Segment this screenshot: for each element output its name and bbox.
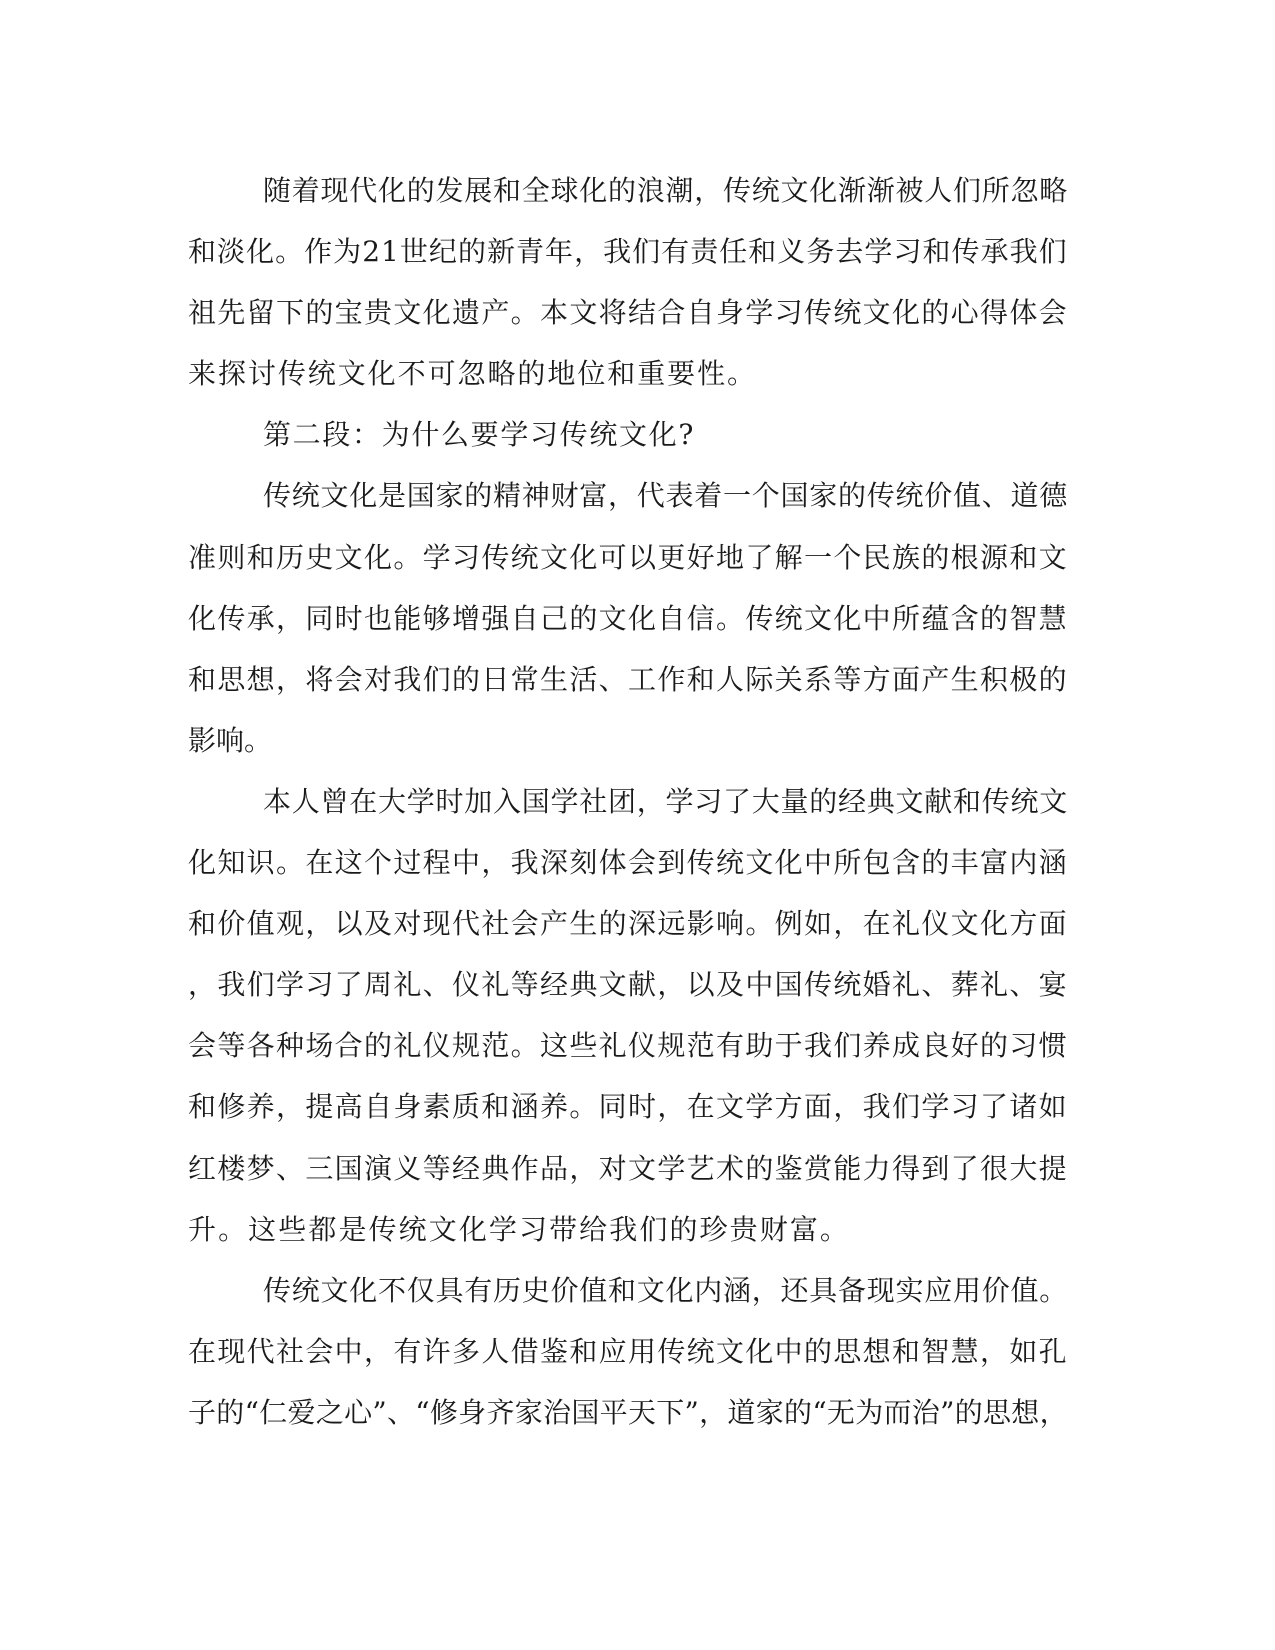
text-line: 化传承，同时也能够增强自己的文化自信。传统文化中所蕴含的智慧 — [188, 601, 1069, 635]
text-line: 会等各种场合的礼仪规范。这些礼仪规范有助于我们养成良好的习惯 — [188, 1029, 1069, 1063]
text-line: 传统文化是国家的精神财富，代表着一个国家的传统价值、道德 — [263, 479, 1069, 513]
text-line: 来探讨传统文化不可忽略的地位和重要性。 — [188, 357, 758, 391]
text-line: 红楼梦、三国演义等经典作品，对文学艺术的鉴赏能力得到了很大提 — [188, 1151, 1069, 1185]
text-line: 和思想，将会对我们的日常生活、工作和人际关系等方面产生积极的 — [188, 662, 1069, 696]
text-line: ，我们学习了周礼、仪礼等经典文献，以及中国传统婚礼、葬礼、宴 — [188, 968, 1069, 1002]
text-line: 和淡化。作为21世纪的新青年，我们有责任和义务去学习和传承我们 — [188, 235, 1068, 269]
text-line: 化知识。在这个过程中，我深刻体会到传统文化中所包含的丰富内涵 — [188, 846, 1069, 880]
text-line: 传统文化不仅具有历史价值和文化内涵，还具备现实应用价值。 — [263, 1273, 1069, 1307]
text-line: 随着现代化的发展和全球化的浪潮，传统文化渐渐被人们所忽略 — [263, 174, 1069, 207]
text-line: 和修养，提高自身素质和涵养。同时，在文学方面，我们学习了诸如 — [188, 1090, 1069, 1124]
text-line: 影响。 — [188, 723, 273, 757]
text-line: 升。这些都是传统文化学习带给我们的珍贵财富。 — [188, 1212, 851, 1246]
text-line: 本人曾在大学时加入国学社团，学习了大量的经典文献和传统文 — [263, 784, 1069, 818]
text-line: 在现代社会中，有许多人借鉴和应用传统文化中的思想和智慧，如孔 — [188, 1334, 1069, 1368]
text-line: 祖先留下的宝贵文化遗产。本文将结合自身学习传统文化的心得体会 — [188, 296, 1069, 330]
section-heading: 第二段：为什么要学习传统文化? — [263, 418, 696, 452]
text-line: 子的“仁爱之心”、“修身齐家治国平天下”，道家的“无为而治”的思想， — [188, 1395, 1068, 1429]
text-line: 准则和历史文化。学习传统文化可以更好地了解一个民族的根源和文 — [188, 540, 1069, 574]
body-text — [188, 160, 1088, 1443]
text-line: 和价值观，以及对现代社会产生的深远影响。例如，在礼仪文化方面 — [188, 907, 1069, 941]
